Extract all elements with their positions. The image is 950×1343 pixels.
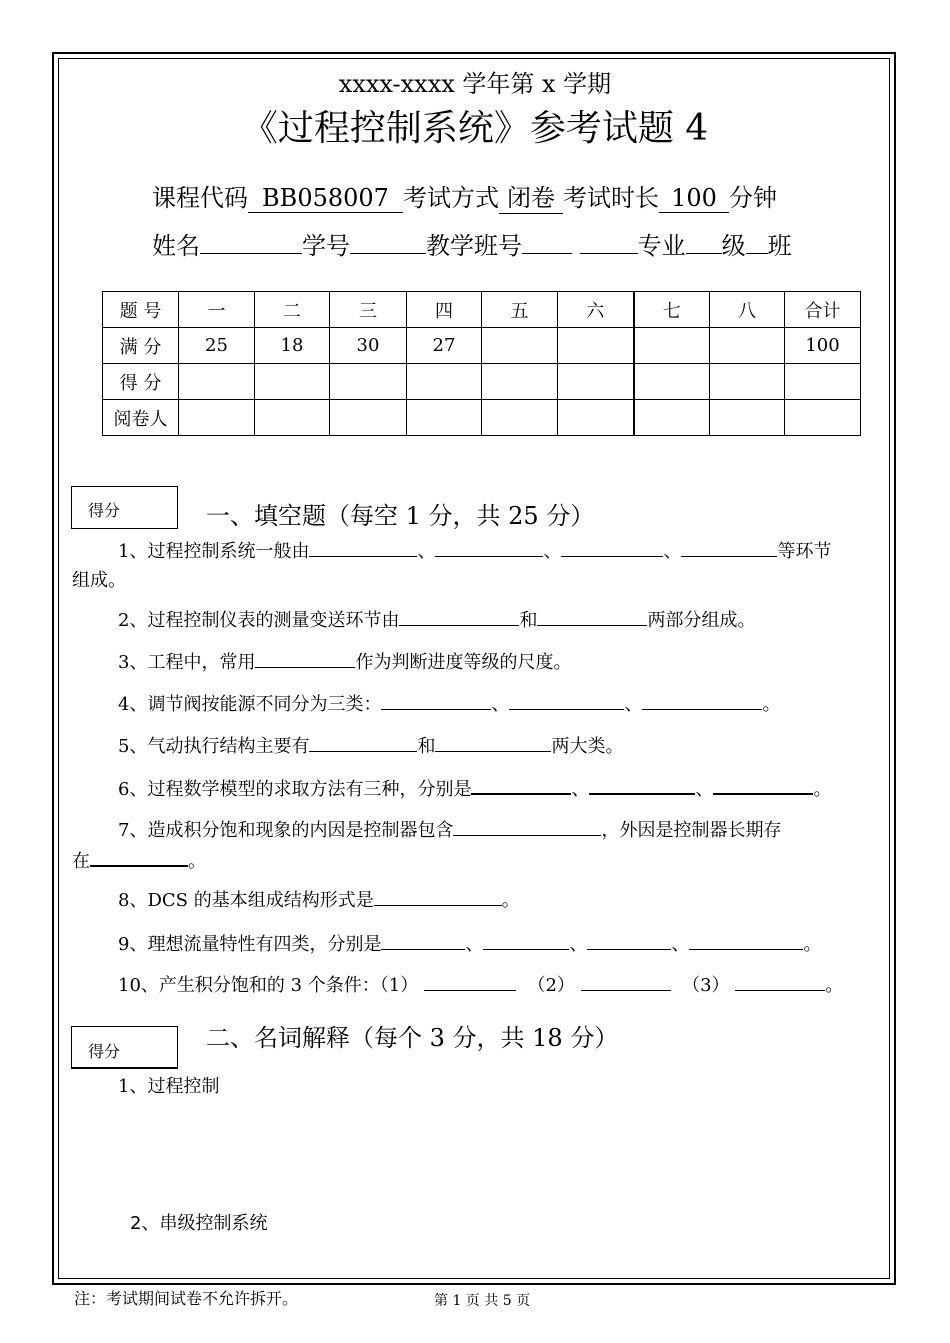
table-row bbox=[103, 292, 861, 328]
blank[interactable] bbox=[381, 690, 491, 710]
question-text: 1、过程控制系统一般由 bbox=[118, 541, 310, 562]
table-cell: 合计 bbox=[785, 292, 861, 328]
table-cell bbox=[558, 328, 634, 364]
term-item-1: 1、过程控制 bbox=[118, 1076, 220, 1097]
duration-label: 考试时长 bbox=[563, 184, 659, 212]
blank[interactable] bbox=[483, 930, 569, 950]
question-text: 10、产生积分饱和的 3 个条件：（1） bbox=[118, 975, 419, 996]
question-text: （2） bbox=[527, 975, 575, 996]
grader-input-cell[interactable] bbox=[558, 400, 634, 436]
score-box-label: 得分 bbox=[88, 501, 121, 520]
exam-title: 《过程控制系统》参考试题 4 bbox=[241, 108, 709, 149]
end: 。 bbox=[825, 975, 844, 996]
score-input-cell[interactable] bbox=[558, 364, 634, 400]
end: 。 bbox=[188, 850, 206, 872]
table-cell: 八 bbox=[710, 292, 785, 328]
question-text: （3） bbox=[682, 975, 730, 996]
term-item-2: 2、串级控制系统 bbox=[130, 1213, 268, 1234]
table-row bbox=[103, 364, 861, 400]
score-input-cell[interactable] bbox=[710, 364, 785, 400]
section2-heading: 二、名词解释（每个 3 分，共 18 分） bbox=[206, 1024, 619, 1052]
question-text: 5、气动执行结构主要有 bbox=[118, 736, 310, 757]
table-cell: 满 分 bbox=[103, 328, 179, 364]
question-text: 等环节 bbox=[777, 541, 832, 562]
blank[interactable] bbox=[561, 537, 663, 557]
student-id-label: 学号 bbox=[302, 232, 350, 260]
question-text: 两大类。 bbox=[551, 736, 624, 757]
question-1-cont: 组成。 bbox=[72, 570, 126, 591]
question-text: 作为判断进度等级的尺度。 bbox=[355, 652, 572, 673]
name-label: 姓名 bbox=[152, 232, 200, 260]
blank[interactable] bbox=[471, 774, 571, 795]
grader-input-cell[interactable] bbox=[710, 400, 785, 436]
table-cell: 五 bbox=[482, 292, 558, 328]
table-cell: 七 bbox=[634, 292, 710, 328]
page-number: 第 1 页 共 5 页 bbox=[434, 1293, 531, 1309]
sep: 、 bbox=[543, 541, 562, 562]
blank[interactable] bbox=[537, 606, 647, 626]
question-text: 和 bbox=[417, 736, 436, 757]
question-text: 6、过程数学模型的求取方法有三种，分别是 bbox=[118, 778, 472, 800]
sep: 、 bbox=[624, 694, 643, 715]
question-10 bbox=[118, 971, 843, 997]
score-input-cell[interactable] bbox=[407, 364, 482, 400]
sep: 、 bbox=[491, 694, 510, 715]
exam-mode-field[interactable]: 闭卷 bbox=[499, 178, 563, 214]
major-field[interactable] bbox=[686, 228, 722, 254]
grade-label: 级 bbox=[721, 232, 746, 260]
blank[interactable] bbox=[309, 537, 417, 557]
exam-mode-label: 考试方式 bbox=[403, 184, 499, 212]
section2-score-box[interactable] bbox=[71, 1026, 178, 1069]
table-cell: 30 bbox=[330, 328, 407, 364]
grader-input-cell[interactable] bbox=[255, 400, 330, 436]
end: 。 bbox=[501, 890, 520, 911]
blank[interactable] bbox=[689, 930, 803, 950]
grade-field[interactable] bbox=[746, 228, 768, 254]
score-input-cell[interactable] bbox=[330, 364, 407, 400]
table-cell bbox=[710, 328, 785, 364]
table-row bbox=[103, 328, 861, 364]
blank[interactable] bbox=[587, 930, 671, 950]
table-cell: 得 分 bbox=[103, 364, 179, 400]
course-code-field[interactable]: BB058007 bbox=[248, 184, 403, 213]
sep: 、 bbox=[569, 934, 588, 955]
table-cell: 27 bbox=[407, 328, 482, 364]
table-cell: 三 bbox=[330, 292, 407, 328]
question-text: 3、工程中，常用 bbox=[118, 652, 256, 673]
question-text: 两部分组成。 bbox=[647, 610, 756, 631]
class-no-field-a[interactable] bbox=[522, 228, 572, 254]
blank[interactable] bbox=[581, 971, 671, 991]
table-cell: 25 bbox=[179, 328, 255, 364]
score-input-cell[interactable] bbox=[179, 364, 255, 400]
sep: 、 bbox=[417, 541, 436, 562]
score-table bbox=[102, 291, 861, 436]
table-cell: 18 bbox=[255, 328, 330, 364]
question-2 bbox=[118, 606, 755, 632]
question-text: 和 bbox=[519, 610, 538, 631]
sep: 、 bbox=[571, 778, 590, 800]
grader-input-cell[interactable] bbox=[407, 400, 482, 436]
question-text: 7、造成积分饱和现象的内因是控制器包含 bbox=[118, 820, 454, 841]
table-cell bbox=[634, 328, 710, 364]
blank[interactable] bbox=[713, 774, 813, 795]
question-6 bbox=[118, 774, 831, 801]
question-5 bbox=[118, 732, 623, 758]
blank[interactable] bbox=[435, 537, 543, 557]
score-input-cell[interactable] bbox=[785, 364, 861, 400]
name-field[interactable] bbox=[200, 228, 302, 254]
major-label: 专业 bbox=[637, 232, 686, 260]
sep: 、 bbox=[695, 778, 714, 800]
question-7 bbox=[118, 816, 781, 842]
score-input-cell[interactable] bbox=[482, 364, 558, 400]
section1-score-box[interactable] bbox=[71, 486, 178, 529]
grader-input-cell[interactable] bbox=[482, 400, 558, 436]
question-text: 9、理想流量特性有四类，分别是 bbox=[118, 934, 382, 955]
table-cell: 一 bbox=[179, 292, 255, 328]
question-4 bbox=[118, 690, 780, 716]
class-no-field-b[interactable] bbox=[580, 228, 638, 254]
blank[interactable] bbox=[90, 846, 188, 867]
question-text: 8、DCS 的基本组成结构形式是 bbox=[118, 890, 374, 911]
blank[interactable] bbox=[255, 648, 355, 668]
sep: 、 bbox=[663, 541, 682, 562]
table-cell bbox=[482, 328, 558, 364]
table-cell: 阅卷人 bbox=[103, 400, 179, 436]
score-box-label: 得分 bbox=[88, 1042, 121, 1061]
table-cell: 100 bbox=[785, 328, 861, 364]
blank[interactable] bbox=[642, 690, 762, 710]
blank[interactable] bbox=[374, 886, 502, 906]
question-text: 2、过程控制仪表的测量变送环节由 bbox=[118, 610, 400, 631]
info-line-1 bbox=[152, 178, 777, 214]
blank[interactable] bbox=[735, 971, 825, 991]
blank[interactable] bbox=[509, 690, 624, 710]
sep: 、 bbox=[671, 934, 690, 955]
grader-input-cell[interactable] bbox=[785, 400, 861, 436]
section1-heading: 一、填空题（每空 1 分，共 25 分） bbox=[206, 502, 595, 530]
score-input-cell[interactable] bbox=[634, 364, 710, 400]
question-8 bbox=[118, 886, 520, 912]
sep: 、 bbox=[465, 934, 484, 955]
term-line: xxxx-xxxx 学年第 x 学期 bbox=[338, 70, 612, 98]
blank[interactable] bbox=[424, 971, 516, 991]
grader-input-cell[interactable] bbox=[179, 400, 255, 436]
question-3 bbox=[118, 648, 571, 674]
ban-label: 班 bbox=[767, 232, 792, 260]
blank[interactable] bbox=[399, 606, 519, 626]
student-id-field[interactable] bbox=[350, 228, 426, 254]
question-1 bbox=[118, 537, 831, 563]
end: 。 bbox=[813, 778, 832, 800]
table-cell: 四 bbox=[407, 292, 482, 328]
score-input-cell[interactable] bbox=[255, 364, 330, 400]
blank[interactable] bbox=[309, 732, 417, 752]
grader-input-cell[interactable] bbox=[330, 400, 407, 436]
table-row bbox=[103, 400, 861, 436]
end: 。 bbox=[762, 694, 781, 715]
question-9 bbox=[118, 930, 821, 956]
course-code-label: 课程代码 bbox=[152, 184, 248, 212]
question-text: 4、调节阀按能源不同分为三类： bbox=[118, 694, 382, 715]
grader-input-cell[interactable] bbox=[634, 400, 710, 436]
footer-note: 注：考试期间试卷不允许拆开。 bbox=[74, 1289, 299, 1308]
question-text: 在 bbox=[72, 850, 90, 872]
question-text: ，外因是控制器长期存 bbox=[601, 820, 782, 841]
class-no-label: 教学班号 bbox=[426, 232, 522, 260]
question-7-cont bbox=[72, 846, 206, 873]
blank[interactable] bbox=[453, 816, 601, 836]
blank[interactable] bbox=[589, 774, 695, 795]
blank[interactable] bbox=[381, 930, 465, 950]
duration-unit: 分钟 bbox=[729, 184, 777, 212]
duration-field[interactable]: 100 bbox=[659, 184, 729, 213]
blank[interactable] bbox=[435, 732, 551, 752]
blank[interactable] bbox=[681, 537, 777, 557]
table-cell: 题 号 bbox=[103, 292, 179, 328]
info-line-2 bbox=[152, 226, 792, 261]
table-cell: 六 bbox=[558, 292, 634, 328]
table-cell: 二 bbox=[255, 292, 330, 328]
end: 。 bbox=[803, 934, 822, 955]
